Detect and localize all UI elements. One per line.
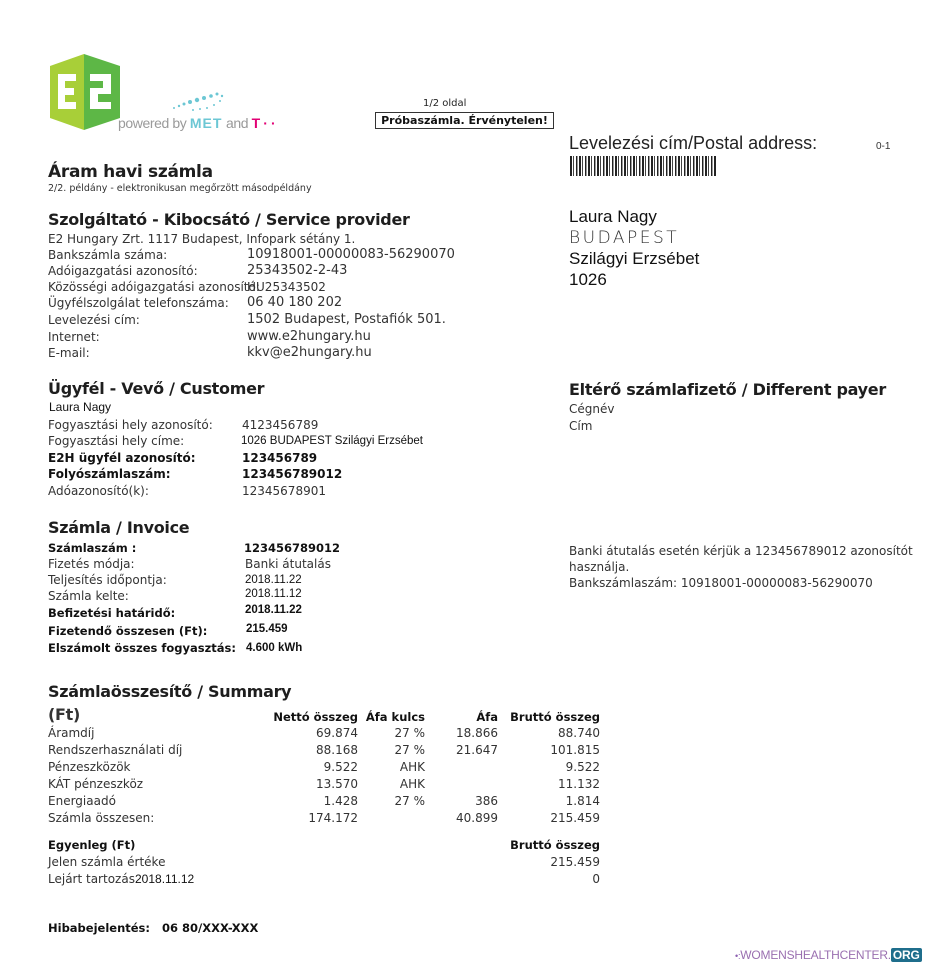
met-logo: MET bbox=[189, 115, 223, 131]
row-label: Fogyasztási hely címe: bbox=[48, 434, 185, 448]
barcode-icon bbox=[570, 156, 717, 176]
overdue-date: 2018.11.12 bbox=[135, 872, 195, 886]
met-dots-icon bbox=[170, 88, 226, 112]
row-value: 1502 Budapest, Postafiók 501. bbox=[247, 312, 446, 327]
document-title: Áram havi számla bbox=[48, 162, 213, 182]
row-label: Számla kelte: bbox=[48, 589, 129, 603]
gross-amount: 9.522 bbox=[565, 760, 600, 774]
vat-amount: 386 bbox=[475, 794, 498, 808]
watermark-logo bbox=[735, 948, 922, 962]
row-label: Internet: bbox=[48, 330, 100, 344]
column-header: Nettó összeg bbox=[273, 710, 358, 724]
watermark-org: ORG bbox=[892, 948, 920, 962]
vat-rate: AHK bbox=[399, 777, 425, 791]
row-value: HU25343502 bbox=[247, 280, 326, 294]
page-indicator: 1/2 oldal bbox=[423, 98, 467, 109]
e2-logo-icon bbox=[48, 54, 122, 130]
row-value: 12345678901 bbox=[242, 484, 326, 498]
row-label: Adóazonosító(k): bbox=[48, 484, 149, 498]
item-name: Áramdíj bbox=[48, 726, 95, 740]
summary-row bbox=[48, 777, 603, 794]
powered-by-text bbox=[118, 115, 275, 131]
postal-street: Szilágyi Erzsébet bbox=[569, 249, 700, 268]
summary-row bbox=[48, 743, 603, 760]
summary-row bbox=[48, 726, 603, 743]
row-label: Elszámolt összes fogyasztás: bbox=[48, 641, 236, 655]
column-header: Bruttó összeg bbox=[510, 838, 600, 852]
row-label: Bankszámla száma: bbox=[48, 248, 168, 262]
different-payer-heading: Eltérő számlafizető / Different payer bbox=[569, 380, 886, 399]
item-name: Számla összesen: bbox=[48, 811, 155, 825]
bank-account-number: Bankszámlaszám: 10918001-00000083-56290070 bbox=[569, 576, 873, 590]
summary-total-row bbox=[48, 811, 603, 828]
row-value: 2018.11.12 bbox=[245, 588, 302, 600]
summary-row bbox=[48, 760, 603, 777]
invoice-details bbox=[48, 540, 468, 660]
watermark-text: WOMENSHEALTHCENTER. bbox=[740, 948, 891, 962]
row-value: 4123456789 bbox=[242, 418, 319, 432]
row-value: 2018.11.22 bbox=[245, 574, 302, 586]
provider-heading: Szolgáltató - Kibocsátó / Service provider bbox=[48, 210, 410, 229]
vat-rate: AHK bbox=[399, 760, 425, 774]
postal-address-title: Levelezési cím/Postal address: bbox=[569, 133, 818, 153]
fault-report-number: 06 80/XXX-XXX bbox=[162, 921, 259, 935]
row-value: 1026 BUDAPEST Szilágyi Erzsébet bbox=[241, 435, 423, 447]
row-label: Számlaszám : bbox=[48, 541, 137, 555]
postal-name: Laura Nagy bbox=[569, 207, 657, 226]
column-header: Áfa bbox=[476, 710, 498, 724]
net-amount: 1.428 bbox=[323, 794, 358, 808]
item-name: Rendszerhasználati díj bbox=[48, 743, 183, 757]
net-amount: 174.172 bbox=[308, 811, 358, 825]
email-link[interactable]: kkv@e2hungary.hu bbox=[247, 345, 372, 360]
balance-row bbox=[48, 855, 603, 872]
dots-icon: •: bbox=[735, 951, 741, 961]
row-label: Teljesítés időpontja: bbox=[48, 573, 167, 587]
row-value: 123456789 bbox=[242, 451, 318, 465]
vat-rate: 27 % bbox=[394, 794, 425, 808]
postal-zip: 1026 bbox=[569, 270, 607, 289]
balance-row bbox=[48, 872, 603, 889]
transfer-note-cont: használja. bbox=[569, 560, 630, 574]
row-value: 123456789012 bbox=[242, 467, 343, 481]
item-name: KÁT pénzeszköz bbox=[48, 777, 144, 791]
gross-amount: 11.132 bbox=[558, 777, 600, 791]
and-label: and bbox=[225, 115, 249, 131]
row-value: 215.459 bbox=[246, 623, 288, 635]
row-label: Fizetendő összesen (Ft): bbox=[48, 624, 208, 638]
fault-report-label: Hibabejelentés: bbox=[48, 921, 151, 935]
unit-label: (Ft) bbox=[48, 705, 81, 724]
gross-amount: 215.459 bbox=[550, 811, 600, 825]
website-link[interactable]: www.e2hungary.hu bbox=[247, 329, 371, 344]
balance-label: Jelen számla értéke bbox=[48, 855, 166, 869]
vat-amount: 21.647 bbox=[456, 743, 498, 757]
gross-amount: 88.740 bbox=[558, 726, 600, 740]
row-value: Banki átutalás bbox=[245, 557, 331, 571]
customer-details bbox=[48, 417, 468, 502]
row-value: 4.600 kWh bbox=[246, 642, 303, 654]
column-header: Áfa kulcs bbox=[365, 710, 425, 724]
invoice-heading: Számla / Invoice bbox=[48, 518, 190, 537]
row-label: Folyószámlaszám: bbox=[48, 467, 171, 481]
telekom-logo: T · · bbox=[251, 115, 276, 131]
summary-header-row bbox=[48, 706, 603, 726]
balance-value: 215.459 bbox=[550, 855, 600, 869]
customer-heading: Ügyfél - Vevő / Customer bbox=[48, 379, 265, 398]
net-amount: 88.168 bbox=[316, 743, 358, 757]
row-label: Adóigazgatási azonosító: bbox=[48, 264, 198, 278]
summary-row bbox=[48, 794, 603, 811]
row-label: E-mail: bbox=[48, 346, 90, 360]
vat-amount: 18.866 bbox=[456, 726, 498, 740]
net-amount: 13.570 bbox=[316, 777, 358, 791]
vat-rate: 27 % bbox=[394, 726, 425, 740]
item-name: Pénzeszközök bbox=[48, 760, 131, 774]
row-value: 123456789012 bbox=[244, 541, 341, 555]
balance-heading: Egyenleg (Ft) bbox=[48, 838, 136, 852]
column-header: Bruttó összeg bbox=[510, 710, 600, 724]
balance-label: Lejárt tartozás bbox=[48, 872, 135, 886]
summary-table bbox=[48, 706, 603, 889]
row-value: 2018.11.22 bbox=[245, 604, 302, 616]
customer-name: Laura Nagy bbox=[49, 400, 112, 414]
balance-value: 0 bbox=[592, 872, 600, 886]
vat-amount: 40.899 bbox=[456, 811, 498, 825]
row-label: Fizetés módja: bbox=[48, 557, 135, 571]
provider-address: E2 Hungary Zrt. 1117 Budapest, Infopark sétány 1. bbox=[48, 232, 356, 246]
row-value: 06 40 180 202 bbox=[247, 295, 343, 310]
row-label: Levelezési cím: bbox=[48, 313, 140, 327]
payer-company: Cégnév bbox=[569, 402, 615, 416]
summary-heading: Számlaösszesítő / Summary bbox=[48, 682, 292, 701]
powered-by-label: powered by bbox=[118, 115, 187, 131]
row-label: E2H ügyfél azonosító: bbox=[48, 451, 196, 465]
fault-report bbox=[48, 920, 258, 936]
item-name: Energiaadó bbox=[48, 794, 116, 808]
gross-amount: 101.815 bbox=[550, 743, 600, 757]
row-value: 25343502-2-43 bbox=[247, 263, 348, 278]
transfer-note: Banki átutalás esetén kérjük a 123456789012 azonosítót bbox=[569, 544, 913, 558]
row-label: Fogyasztási hely azonosító: bbox=[48, 418, 213, 432]
postal-code: 0-1 bbox=[876, 141, 891, 152]
row-label: Befizetési határidő: bbox=[48, 606, 176, 620]
row-value: 10918001-00000083-56290070 bbox=[247, 247, 455, 262]
trial-invoice-notice: Próbaszámla. Érvénytelen! bbox=[375, 112, 554, 129]
postal-city: BUDAPEST bbox=[569, 228, 680, 248]
payer-address: Cím bbox=[569, 419, 593, 433]
net-amount: 69.874 bbox=[316, 726, 358, 740]
provider-details bbox=[48, 247, 468, 367]
row-label: Ügyfélszolgálat telefonszáma: bbox=[48, 296, 229, 310]
balance-header-row bbox=[48, 838, 603, 855]
gross-amount: 1.814 bbox=[565, 794, 600, 808]
net-amount: 9.522 bbox=[323, 760, 358, 774]
vat-rate: 27 % bbox=[394, 743, 425, 757]
document-subtitle: 2/2. példány - elektronikusan megőrzött másodpéldány bbox=[48, 183, 312, 194]
row-label: Közösségi adóigazgatási azonosító: bbox=[48, 280, 260, 294]
